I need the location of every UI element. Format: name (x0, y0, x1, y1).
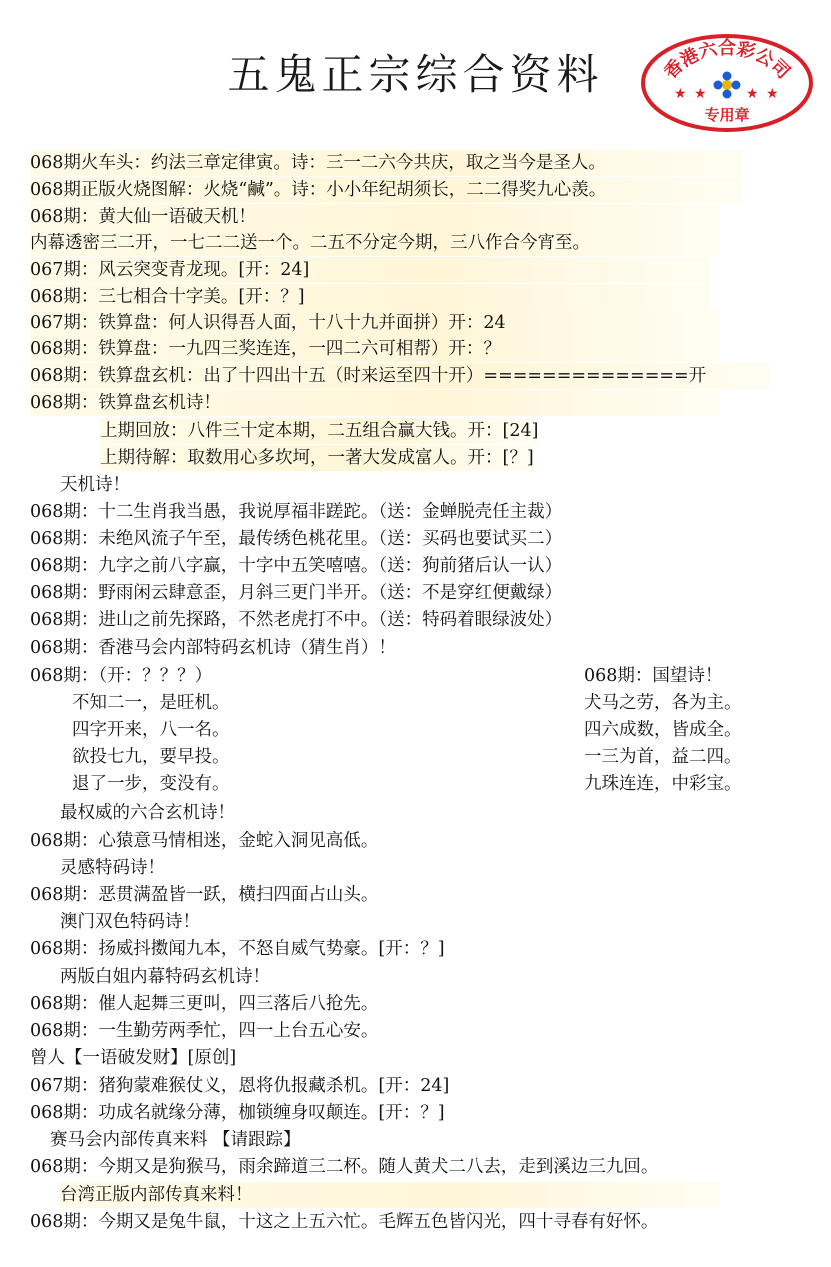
flower-icon (714, 72, 741, 99)
text-line-15: 068期：未绝风流子午至，最传绣色桃花里。（送：买码也要试买二） (30, 529, 563, 549)
page-title: 五鬼正宗综合资料 (227, 50, 604, 99)
right-poem-title: 068期：国望诗！ (584, 666, 723, 686)
text-line-7: 067期：铁算盘：何人识得吾人面，十八十九并面拼）开：24 (30, 310, 720, 336)
svg-text:★: ★ (674, 86, 687, 102)
section-heading-taiwan: 台湾正版内部传真来料！ (60, 1182, 720, 1208)
svg-text:★: ★ (746, 86, 759, 102)
section-heading-inspiration: 灵感特码诗！ (60, 858, 165, 878)
section-heading-authority: 最权威的六合玄机诗！ (60, 803, 235, 823)
poem-line-3: 欲投七九，要早投。 (72, 747, 230, 767)
section-heading-baijie: 两版白姐内幕特码玄机诗！ (60, 967, 270, 987)
poem-line-1: 不知二一，是旺机。 (72, 693, 230, 713)
section-heading-jockey: 赛马会内部传真来料 【请跟踪】 (50, 1130, 301, 1150)
text-line-3: 068期：黄大仙一语破天机！ (30, 204, 720, 230)
text-line-1: 068期火车头：约法三章定律寅。诗：三一二六今共庆，取之当今是圣人。 (30, 150, 742, 176)
section-heading-macau: 澳门双色特码诗！ (60, 912, 200, 932)
text-line-19: 068期：香港马会内部特码玄机诗（猜生肖）！ (30, 638, 396, 658)
right-poem-line-3: 一三为首，益二四。 (584, 747, 742, 767)
text-line-4: 内幕透密三二开，一七二二送一个。二五不分定今期，三八作合今宵至。 (30, 230, 720, 256)
text-line-9: 068期：铁算盘玄机：出了十四出十五（时来运至四十开）==============开 (30, 363, 770, 389)
text-line-33: 068期：一生勤劳两季忙，四一上台五心安。 (30, 1021, 379, 1041)
text-line-12: 上期待解：取数用心多坎坷，一著大发成富人。开：[？] (100, 445, 534, 471)
text-line-35: 067期：猪狗蒙难猴仗义，恩将仇报藏杀机。[开：24] (30, 1076, 450, 1096)
right-poem-line-1: 犬马之劳，各为主。 (584, 693, 742, 713)
seal-top-text: 香港六合彩公司 (660, 38, 794, 84)
text-line-20: 068期：（开：？？？） (30, 666, 213, 686)
seal-bottom-text: 专用章 (704, 106, 750, 124)
text-line-30: 068期：扬威抖擞闻九本，不怒自威气势豪。[开：？] (30, 939, 445, 959)
text-line-40: 068期：今期又是兔牛鼠，十这之上五六忙。毛辉五色皆闪光，四十寻春有好怀。 (30, 1212, 659, 1232)
text-line-36: 068期：功成名就缘分薄，枷锁缠身叹颠连。[开：？] (30, 1103, 445, 1123)
text-line-16: 068期：九字之前八字赢，十字中五笑嘻嘻。（送：狗前猪后认一认） (30, 556, 563, 576)
section-heading-tianji: 天机诗！ (60, 475, 130, 495)
text-line-8: 068期：铁算盘：一九四三奖连连，一四二六可相帮）开：？ (30, 336, 720, 362)
poem-line-2: 四字开来，八一名。 (72, 720, 230, 740)
text-line-2: 068期正版火烧图解：火烧“鹹”。诗：小小年纪胡须长，二二得奖九心羡。 (30, 177, 742, 203)
text-line-38: 068期：今期又是狗猴马，雨余蹄道三二杯。随人黄犬二八去，走到溪边三九回。 (30, 1157, 659, 1177)
text-line-10: 068期：铁算盘玄机诗！ (30, 390, 720, 416)
text-line-32: 068期：催人起舞三更叫，四三落后八抢先。 (30, 994, 379, 1014)
text-line-5: 067期：风云突变青龙现。[开：24] (30, 257, 710, 283)
text-line-6: 068期：三七相合十字美。[开：？] (30, 284, 710, 310)
text-line-11: 上期回放：八件三十定本期，二五组合赢大钱。开：[24] (100, 418, 538, 444)
right-poem-line-4: 九珠连连，中彩宝。 (584, 774, 742, 794)
section-heading-zengren: 曾人【一语破发财】[原创] (30, 1048, 237, 1068)
text-line-17: 068期：野雨闲云肆意歪，月斜三更门半开。（送：不是穿红便戴绿） (30, 583, 563, 603)
poem-line-4: 退了一步，变没有。 (72, 774, 230, 794)
svg-text:★: ★ (766, 86, 779, 102)
svg-text:★: ★ (694, 86, 707, 102)
text-line-26: 068期：心猿意马情相迷，金蛇入洞见高低。 (30, 831, 379, 851)
text-line-28: 068期：恶贯满盈皆一跃，横扫四面占山头。 (30, 885, 379, 905)
company-seal (638, 32, 816, 134)
right-poem-line-2: 四六成数，皆成全。 (584, 720, 742, 740)
text-line-18: 068期：进山之前先探路，不然老虎打不中。（送：特码着眼绿波处） (30, 610, 563, 630)
text-line-14: 068期：十二生肖我当愚，我说厚福非蹉跎。（送：金蝉脱壳任主裁） (30, 502, 563, 522)
